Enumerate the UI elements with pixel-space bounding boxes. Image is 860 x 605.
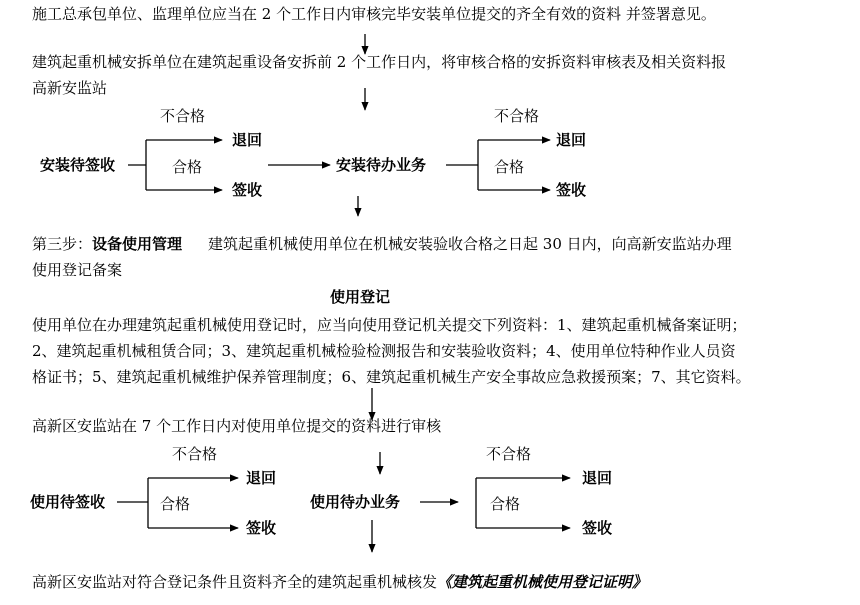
intro-line: 施工总承包单位、监理单位应当在 2 个工作日内审核完毕安装单位提交的齐全有效的资料 并签署意见。 — [32, 5, 716, 23]
use-sign-node-2: 签收 — [582, 519, 613, 537]
install-pending-receipt-node: 安装待签收 — [40, 156, 116, 174]
install-paragraph-line-1: 建筑起重机械安拆单位在建筑起重设备安拆前 2 个工作日内，将审核合格的安拆资料审核表及相关资料报 — [32, 53, 727, 71]
install-sign-node-1: 签收 — [232, 181, 263, 199]
step3-line-2: 使用登记备案 — [32, 261, 123, 279]
install-qualified-label-2: 合格 — [494, 158, 525, 176]
step3-text: 建筑起重机械使用单位在机械安装验收合格之日起 30 日内，向高新安监站办理 — [208, 235, 732, 253]
use-registration-line-3: 格证书；5、建筑起重机械维护保养管理制度；6、建筑起重机械生产安全事故应急救援预案；7、其它资料。 — [32, 368, 751, 386]
certificate-title: 《建筑起重机械使用登记证明》 — [437, 573, 648, 591]
final-line — [32, 572, 647, 592]
install-return-node-1: 退回 — [232, 131, 263, 149]
install-unqualified-label-1: 不合格 — [160, 107, 206, 125]
use-qualified-label-1: 合格 — [160, 495, 191, 513]
install-paragraph-line-2: 高新安监站 — [32, 79, 108, 97]
install-return-node-2: 退回 — [556, 131, 587, 149]
use-registration-line-1: 使用单位在办理建筑起重机械使用登记时，应当向使用登记机关提交下列资料：1、建筑起重机械备案证明； — [32, 316, 747, 334]
install-unqualified-label-2: 不合格 — [494, 107, 540, 125]
step3-prefix: 第三步： — [32, 235, 93, 253]
use-pending-receipt-node: 使用待签收 — [30, 493, 106, 511]
install-pending-business-node: 安装待办业务 — [336, 156, 427, 174]
use-unqualified-label-1: 不合格 — [172, 445, 218, 463]
final-line-text: 高新区安监站对符合登记条件且资料齐全的建筑起重机械核发 — [32, 573, 438, 591]
use-qualified-label-2: 合格 — [490, 495, 521, 513]
step3-line — [32, 234, 732, 254]
use-sign-node-1: 签收 — [246, 519, 277, 537]
use-registration-heading: 使用登记 — [330, 288, 391, 306]
install-qualified-label-1: 合格 — [172, 158, 203, 176]
step3-title: 设备使用管理 — [92, 235, 183, 253]
review-line: 高新区安监站在 7 个工作日内对使用单位提交的资料进行审核 — [32, 417, 442, 435]
use-return-node-2: 退回 — [582, 469, 613, 487]
install-sign-node-2: 签收 — [556, 181, 587, 199]
use-return-node-1: 退回 — [246, 469, 277, 487]
use-pending-business-node: 使用待办业务 — [310, 493, 401, 511]
use-registration-line-2: 2、建筑起重机械租赁合同；3、建筑起重机械检验检测报告和安装验收资料；4、使用单位特种作业人员资 — [32, 342, 736, 360]
use-unqualified-label-2: 不合格 — [486, 445, 532, 463]
